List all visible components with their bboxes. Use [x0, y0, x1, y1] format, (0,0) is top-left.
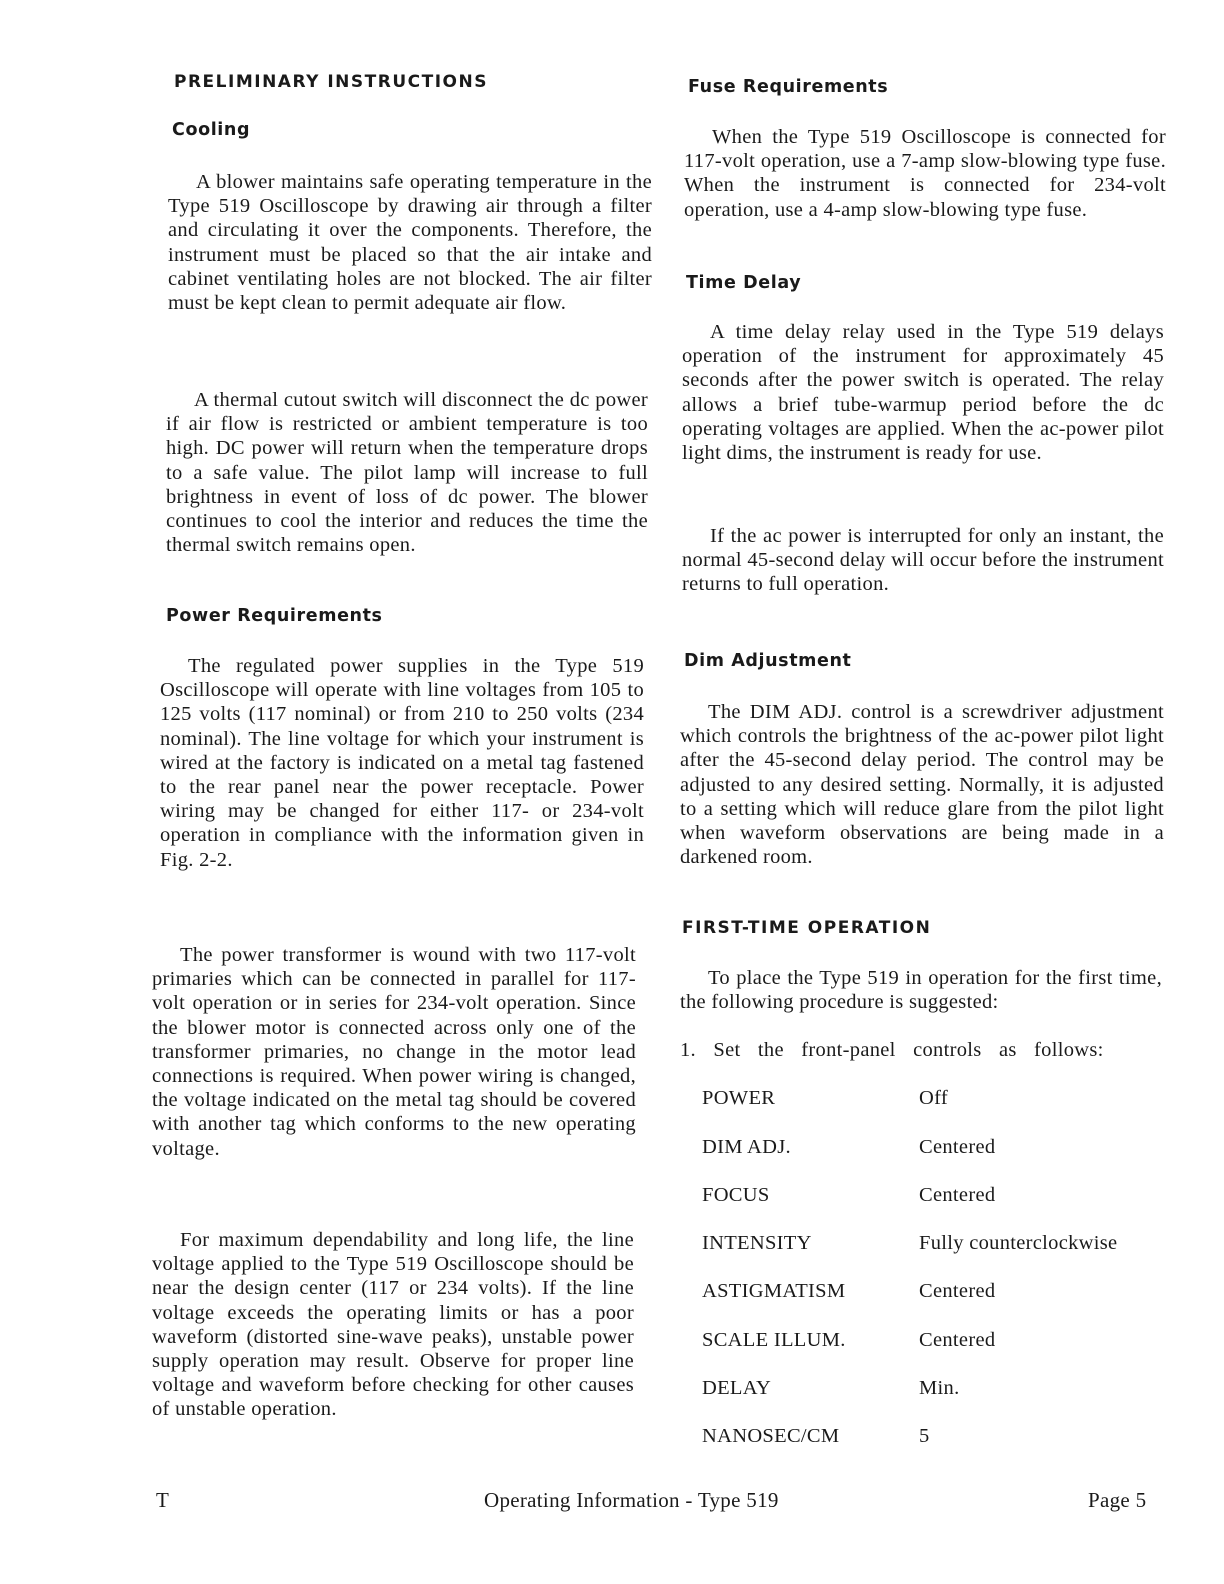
control-value: Min.: [919, 1377, 960, 1399]
step-1: 1. Set the front-panel controls as follows:: [680, 1039, 1104, 1061]
paragraph-power-1: The regulated power supplies in the Type 519 Oscilloscope will operate with line voltages from 105 to 125 volts (117 nominal) or from 210 to 250 volts (234 nominal). The line voltage for which your instrument is wired at the factory is indicated on a metal tag fastened to the rear panel near the power receptacle. Power wiring may be changed for either 117- or 234-volt operation in compliance with the information given in Fig. 2-2.: [160, 655, 644, 871]
control-value: Off: [919, 1087, 948, 1109]
footer-title: Operating Information - Type 519: [484, 1488, 779, 1512]
control-value: Fully counterclockwise: [919, 1232, 1118, 1254]
paragraph-power-3: For maximum dependability and long life, the line voltage applied to the Type 519 Oscilloscope should be near the design center (117 or 234 volts). If the line voltage exceeds the operating limits or has a poor waveform (distorted sine-wave peaks), unstable power supply operation may result. Observe for proper line voltage and waveform before checking for other causes of unstable operation.: [152, 1229, 634, 1421]
page-number: Page 5: [1088, 1488, 1147, 1512]
heading-cooling: Cooling: [172, 120, 251, 140]
paragraph-delay-2: If the ac power is interrupted for only an instant, the normal 45-second delay will occur before the instrument returns to full operation.: [682, 525, 1164, 596]
heading-power-requirements: Power Requirements: [166, 606, 383, 626]
paragraph-cooling-1: A blower maintains safe operating temperature in the Type 519 Oscilloscope by drawing air through a filter and circulating it over the components. Therefore, the instrument must be placed so that the air intake and cabinet ventilating holes are not blocked. The air filter must be kept clean to permit adequate air flow.: [168, 171, 652, 315]
control-value: Centered: [919, 1136, 996, 1158]
control-value: Centered: [919, 1329, 996, 1351]
control-label: DELAY: [702, 1377, 772, 1399]
control-label: NANOSEC/CM: [702, 1425, 840, 1447]
control-value: Centered: [919, 1184, 996, 1206]
control-label: ASTIGMATISM: [702, 1280, 846, 1302]
section-title-first-time-operation: FIRST-TIME OPERATION: [682, 918, 932, 938]
control-label: FOCUS: [702, 1184, 770, 1206]
control-value: Centered: [919, 1280, 996, 1302]
control-value: 5: [919, 1425, 930, 1447]
paragraph-power-2: The power transformer is wound with two 117-volt primaries which can be connected in parallel for 117-volt operation or in series for 234-volt operation. Since the blower motor is connected across only one of the transformer primaries, no change in the motor lead connections is required. When power wiring is changed, the voltage indicated on the metal tag should be covered with another tag which conforms to the new operating voltage.: [152, 944, 636, 1160]
control-label: INTENSITY: [702, 1232, 812, 1254]
control-label: SCALE ILLUM.: [702, 1329, 846, 1351]
heading-time-delay: Time Delay: [686, 273, 802, 293]
control-label: POWER: [702, 1087, 776, 1109]
heading-fuse-requirements: Fuse Requirements: [688, 77, 889, 97]
paragraph-delay-1: A time delay relay used in the Type 519 delays operation of the instrument for approximately 45 seconds after the power switch is operated. The relay allows a brief tube-warmup period before the dc operating voltages are applied. When the ac-power pilot light dims, the instrument is ready for use.: [682, 321, 1164, 465]
section-title-preliminary: PRELIMINARY INSTRUCTIONS: [174, 72, 488, 92]
paragraph-fuse-1: When the Type 519 Oscilloscope is connected for 117-volt operation, use a 7-amp slow-blowing type fuse. When the instrument is connected for 234-volt operation, use a 4-amp slow-blowing type fuse.: [684, 126, 1166, 221]
footer-left-mark: T: [156, 1488, 170, 1512]
control-label: DIM ADJ.: [702, 1136, 791, 1158]
paragraph-first-time-1: To place the Type 519 in operation for the first time, the following procedure is suggested:: [680, 967, 1162, 1014]
heading-dim-adjustment: Dim Adjustment: [684, 651, 852, 671]
paragraph-dim-1: The DIM ADJ. control is a screwdriver adjustment which controls the brightness of the ac-power pilot light after the 45-second delay period. The control may be adjusted to any desired setting. Normally, it is adjusted to a setting which will reduce glare from the pilot light when waveform observations are being made in a darkened room.: [680, 701, 1164, 869]
paragraph-cooling-2: A thermal cutout switch will disconnect the dc power if air flow is restricted or ambient temperature is too high. DC power will return when the temperature drops to a safe value. The pilot lamp will increase to full brightness in event of loss of dc power. The blower continues to cool the interior and reduces the time the thermal switch remains open.: [166, 389, 648, 557]
